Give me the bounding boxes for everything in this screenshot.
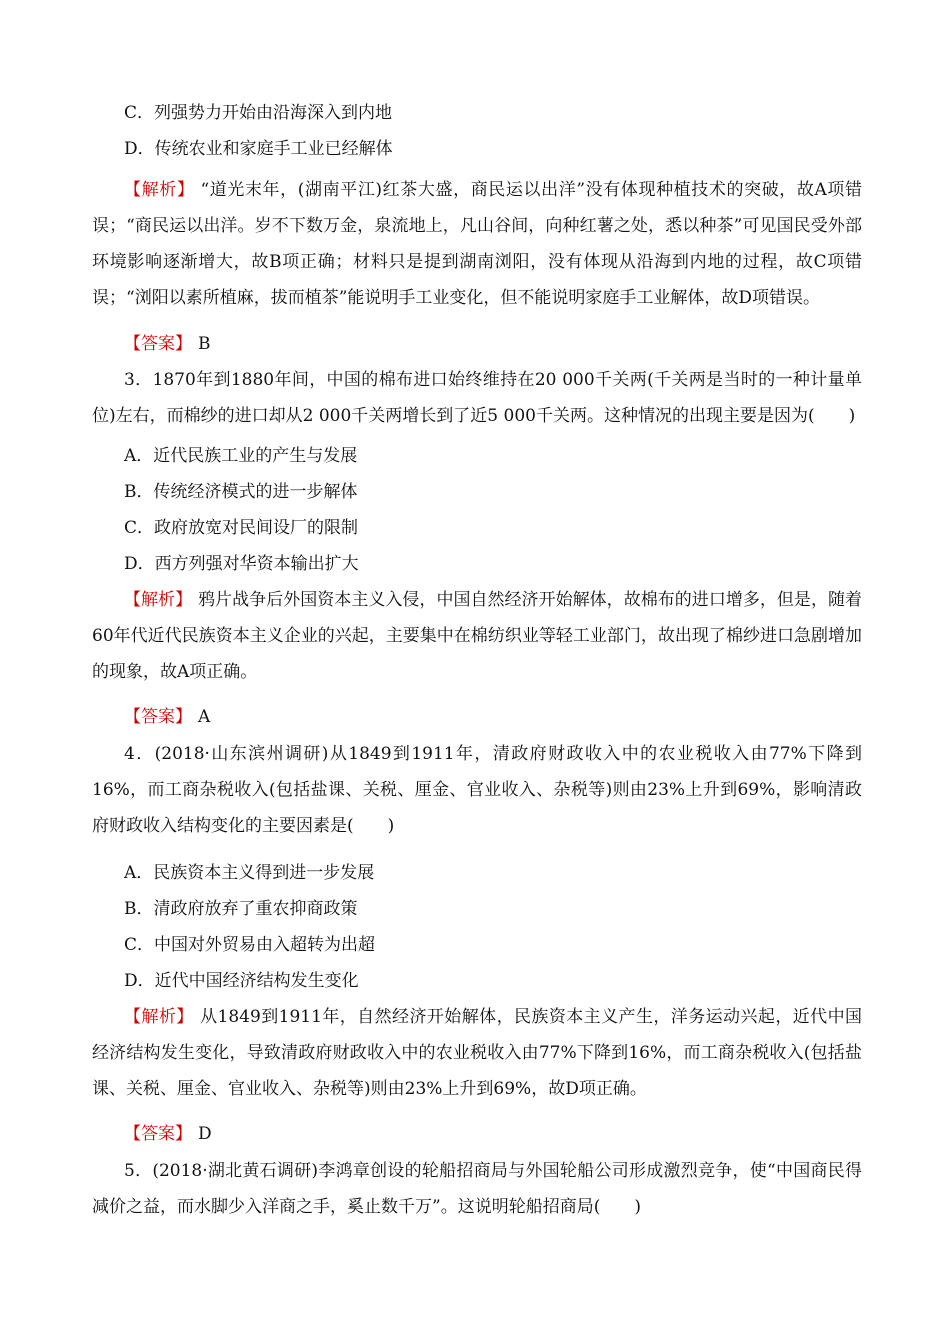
- analysis-text: “道光末年，(湖南平江)红茶大盛，商民运以出洋”没有体现种植技术的突破，故A项错误；“商民运以出洋。岁不下数万金，泉流地上，凡山谷间，向种红薯之处，悉以种茶”可见国民受外部环境影响逐渐增大，故B项正确；材料只是提到湖南浏阳，没有体现从沿海到内地的过程，故C项错误；“浏阳以素所植麻，拔而植茶”能说明手工业变化，但不能说明家庭手工业解体，故D项错误。: [92, 180, 863, 308]
- answer-value: B: [198, 334, 211, 354]
- q2-option-d: D．传统农业和家庭手工业已经解体: [124, 139, 393, 159]
- q3-option-c: C．政府放宽对民间设厂的限制: [124, 518, 359, 538]
- analysis-text: 从1849到1911年，自然经济开始解体，民族资本主义产生，洋务运动兴起，近代中国经济结构发生变化，导致清政府财政收入中的农业税收入由77%下降到16%，而工商杂税收入(包括盐课、关税、厘金、官业收入、杂税等)则由23%上升到69%，故D项正确。: [92, 1007, 863, 1099]
- q4-analysis: [92, 999, 862, 1107]
- q3-option-d: D．西方列强对华资本输出扩大: [124, 554, 359, 574]
- q4-option-d: D．近代中国经济结构发生变化: [124, 971, 359, 991]
- q2-option-c: C．列强势力开始由沿海深入到内地: [124, 103, 393, 123]
- q5-stem: 5．(2018·湖北黄石调研)李鸿章创设的轮船招商局与外国轮船公司形成激烈竞争，使“中国商民得减价之益，而水脚少入洋商之手，奚止数千万”。这说明轮船招商局( ): [92, 1161, 862, 1217]
- q4-stem: 4．(2018·山东滨州调研)从1849到1911年，清政府财政收入中的农业税收入由77%下降到16%，而工商杂税收入(包括盐课、关税、厘金、官业收入、杂税等)则由23%上升到69%，影响清政府财政收入结构变化的主要因素是( ): [92, 744, 862, 836]
- analysis-tag: 【解析】: [124, 1007, 194, 1027]
- answer-tag: 【答案】: [124, 1124, 192, 1144]
- q4-option-b: B．清政府放弃了重农抑商政策: [124, 899, 358, 919]
- q2-answer: [124, 332, 211, 356]
- q3-analysis: [92, 582, 862, 690]
- q4-option-c: C．中国对外贸易由入超转为出超: [124, 935, 376, 955]
- analysis-tag: 【解析】: [124, 180, 195, 200]
- q2-analysis: [92, 172, 862, 316]
- analysis-text: 鸦片战争后外国资本主义入侵，中国自然经济开始解体，故棉布的进口增多，但是，随着60年代近代民族资本主义企业的兴起，主要集中在棉纺织业等轻工业部门，故出现了棉纱进口急剧增加的现象，故A项正确。: [92, 590, 862, 682]
- answer-tag: 【答案】: [124, 707, 192, 727]
- q4-answer: [124, 1122, 212, 1146]
- q3-stem: 3．1870年到1880年间，中国的棉布进口始终维持在20 000千关两(千关两是当时的一种计量单位)左右，而棉纱的进口却从2 000千关两增长到了近5 000千关两。这种情况的出现主要是因为( ): [92, 370, 862, 426]
- answer-value: D: [198, 1124, 212, 1144]
- analysis-tag: 【解析】: [124, 590, 193, 610]
- answer-tag: 【答案】: [124, 334, 192, 354]
- q3-answer: [124, 705, 210, 729]
- q4-option-a: A．民族资本主义得到进一步发展: [124, 863, 375, 883]
- answer-value: A: [198, 707, 211, 727]
- q3-option-b: B．传统经济模式的进一步解体: [124, 482, 358, 502]
- q3-option-a: A．近代民族工业的产生与发展: [124, 446, 358, 466]
